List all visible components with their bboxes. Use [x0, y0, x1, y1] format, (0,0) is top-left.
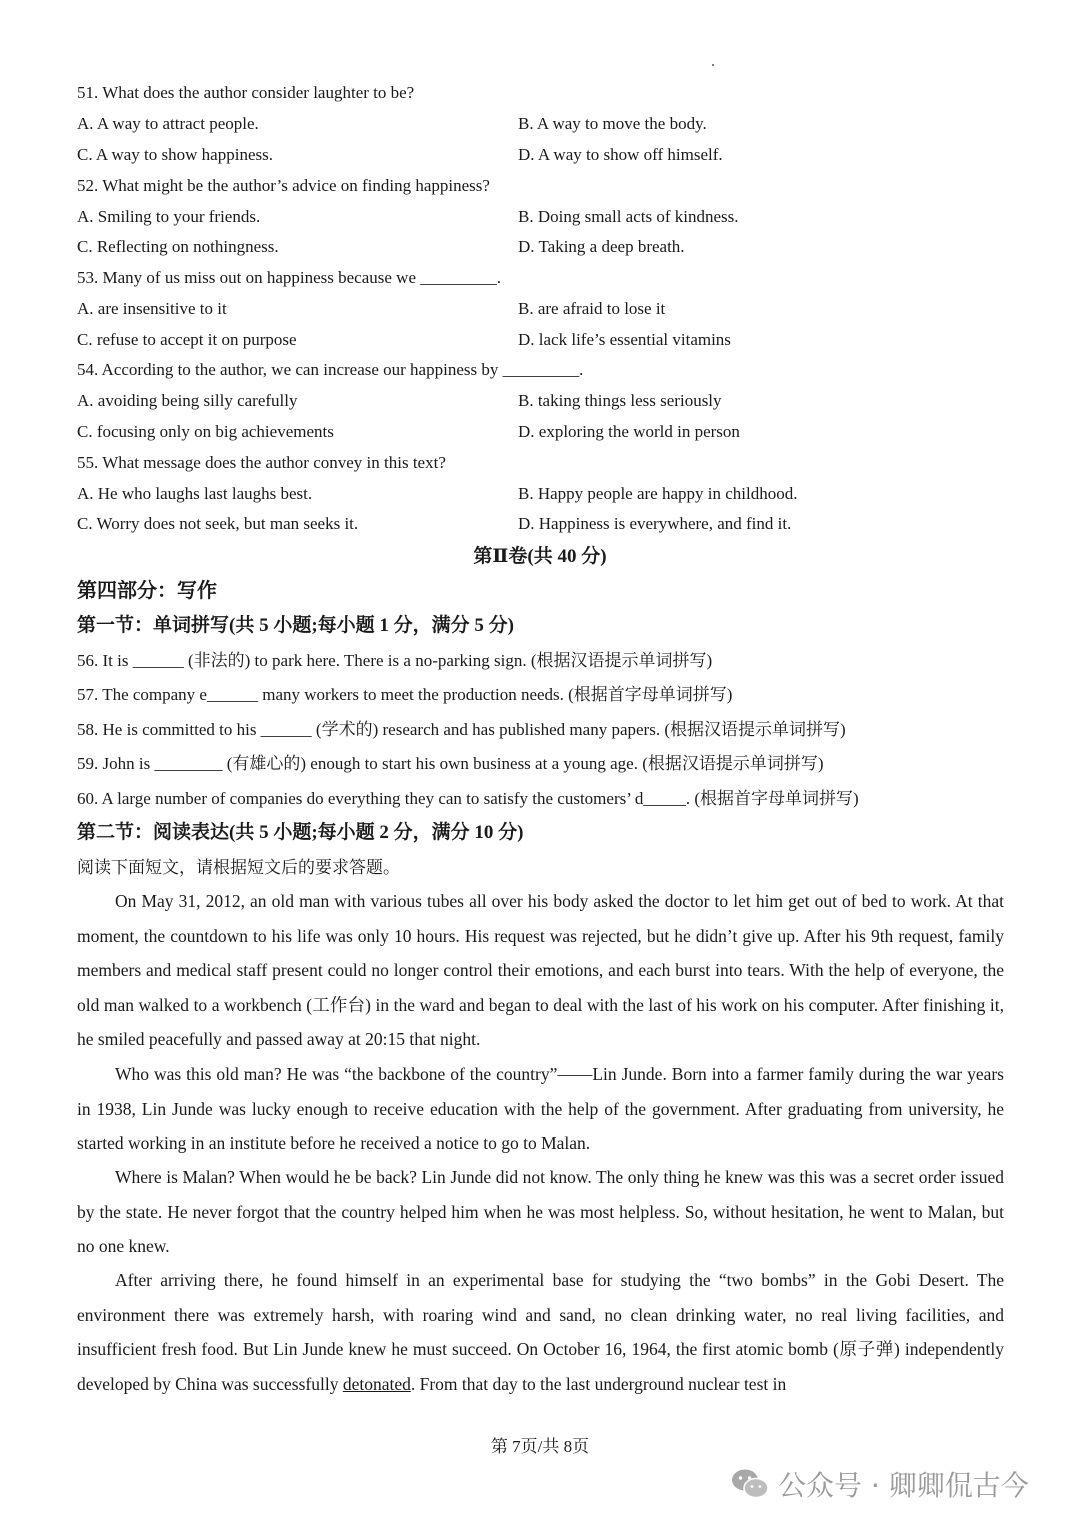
option-c: C. focusing only on big achievements	[77, 422, 334, 441]
reading-instruction: 阅读下面短文，请根据短文后的要求答题。	[77, 858, 400, 877]
passage-paragraph	[77, 1263, 1004, 1403]
option-d: D. Happiness is everywhere, and find it.	[518, 514, 792, 533]
scan-speck	[712, 64, 714, 66]
option-d: D. lack life’s essential vitamins	[518, 330, 731, 349]
option-b: B. Doing small acts of kindness.	[518, 207, 739, 226]
option-b: B. A way to move the body.	[518, 114, 707, 133]
underlined-word: detonated	[342, 1373, 411, 1394]
question-stem: 55. What message does the author convey in this text?	[77, 453, 446, 472]
option-c: C. refuse to accept it on purpose	[77, 330, 297, 349]
option-c: C. Reflecting on nothingness.	[77, 237, 279, 256]
watermark-text: 公众号 · 卿卿侃古今	[778, 1469, 1029, 1502]
passage-paragraph: On May 31, 2012, an old man with various tubes all over his body asked the doctor to let him get out of bed to work. At that moment, the countdown to his life was only 10 hours. His request was rejected, but he didn’t give up. After his 9th request, family members and medical staff present could no longer control their emotions, and each burst into tears. With the help of everyone, the old man walked to a workbench (工作台) in the ward and began to deal with the last of his work on his computer. After finishing it, he smiled peacefully and passed away at 20:15 that night.	[77, 891, 1004, 1049]
question-stem: 51. What does the author consider laughter to be?	[77, 83, 415, 102]
passage-paragraph: Where is Malan? When would he be back? Lin Junde did not know. The only thing he knew was this was a secret order issued by the state. He never forgot that the country helped him when he was most helpless. So, without hesitation, he went to Malan, but no one knew.	[77, 1167, 1004, 1256]
option-c: C. Worry does not seek, but man seeks it.	[77, 514, 359, 533]
spelling-item: 57. The company e______ many workers to meet the production needs. (根据首字母单词拼写)	[77, 685, 733, 704]
question-stem: 53. Many of us miss out on happiness because we _________.	[77, 268, 502, 287]
question-stem: 52. What might be the author’s advice on finding happiness?	[77, 176, 490, 195]
option-d: D. A way to show off himself.	[518, 145, 723, 164]
question-stem: 54. According to the author, we can increase our happiness by _________.	[77, 360, 584, 379]
spelling-item: 58. He is committed to his ______ (学术的) research and has published many papers. (根据汉语提示单词拼写)	[77, 720, 846, 739]
passage-paragraph: Who was this old man? He was “the backbone of the country”——Lin Junde. Born into a farmer family during the war years in 1938, Lin Junde was lucky enough to receive education with the help of the government. After graduating from university, he started working in an institute before he received a notice to go to Malan.	[77, 1064, 1004, 1153]
watermark	[730, 1462, 1060, 1506]
option-a: A. Smiling to your friends.	[77, 207, 261, 226]
spelling-item: 59. John is ________ (有雄心的) enough to start his own business at a young age. (根据汉语提示单词拼写)	[77, 754, 824, 773]
option-a: A. avoiding being silly carefully	[77, 391, 298, 410]
option-c: C. A way to show happiness.	[77, 145, 273, 164]
option-a: A. are insensitive to it	[77, 299, 227, 318]
option-d: D. exploring the world in person	[518, 422, 740, 441]
paragraph-text: . From that day to the last underground nuclear test in	[410, 1373, 787, 1394]
volume-title: 第Ⅱ卷(共 40 分)	[473, 546, 607, 567]
section-title: 第二节：阅读表达(共 5 小题;每小题 2 分，满分 10 分)	[77, 822, 524, 843]
spelling-item: 60. A large number of companies do everything they can to satisfy the customers’ d_____. (根据首字母单词拼写)	[77, 789, 859, 808]
option-a: A. He who laughs last laughs best.	[77, 484, 313, 503]
wechat-icon	[730, 1467, 770, 1501]
paragraph-text: After arriving there, he found himself in an experimental base for studying the “two bombs” in the Gobi Desert. The environment there was extremely harsh, with roaring wind and sand, no clean drinking water, no real living facilities, and insufficient fresh food. But Lin Junde knew he must succeed. On October 16, 1964, the first atomic bomb (原子弹) independently developed by China was successfully	[77, 1270, 1004, 1394]
option-d: D. Taking a deep breath.	[518, 237, 685, 256]
section-title: 第一节：单词拼写(共 5 小题;每小题 1 分，满分 5 分)	[77, 615, 514, 636]
option-a: A. A way to attract people.	[77, 114, 259, 133]
page-number: 第 7页/共 8页	[490, 1437, 590, 1456]
part-title: 第四部分：写作	[77, 580, 217, 602]
option-b: B. taking things less seriously	[518, 391, 722, 410]
option-b: B. are afraid to lose it	[518, 299, 666, 318]
spelling-item: 56. It is ______ (非法的) to park here. There is a no-parking sign. (根据汉语提示单词拼写)	[77, 651, 713, 670]
option-b: B. Happy people are happy in childhood.	[518, 484, 798, 503]
